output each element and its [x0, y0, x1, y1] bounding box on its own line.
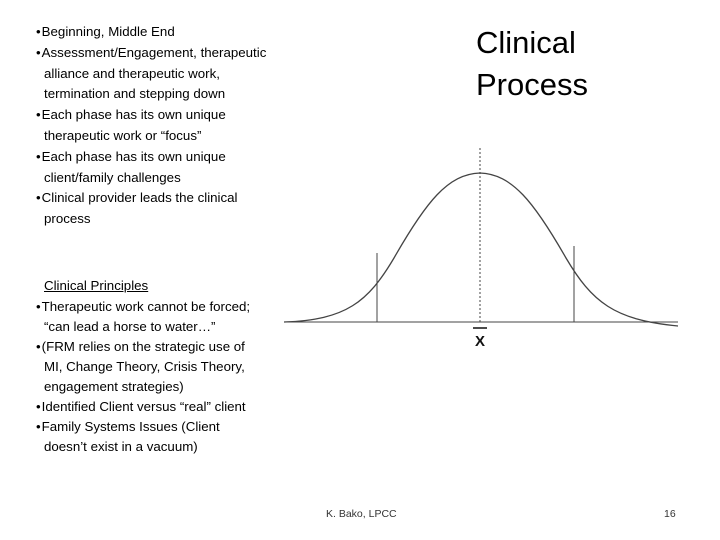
page-number: 16: [664, 508, 676, 520]
bullet-item: • Therapeutic work cannot be forced; “can lead a horse to water…”: [36, 297, 266, 337]
bullet-item: • Assessment/Engagement, therapeutic alliance and therapeutic work, termination and stepping down: [36, 43, 276, 105]
process-bullet-list: [36, 22, 276, 230]
x-label: X: [474, 333, 486, 350]
bullet-item: • Beginning, Middle End: [36, 22, 276, 43]
slide-title: Clinical Process: [476, 25, 588, 102]
bell-curve-line: [284, 173, 678, 326]
principles-bullet-list: [36, 297, 266, 457]
bell-curve-diagram: [276, 140, 696, 360]
bell-curve-svg: [276, 140, 696, 360]
bullet-item: • Each phase has its own unique client/family challenges: [36, 147, 276, 189]
bullet-item: • Clinical provider leads the clinical process: [36, 188, 276, 230]
bullet-item: • Family Systems Issues (Client doesn’t exist in a vacuum): [36, 417, 266, 457]
bullet-item: • Identified Client versus “real” client: [36, 397, 266, 417]
bullet-item: • (FRM relies on the strategic use of MI, Change Theory, Crisis Theory, engagement strategies): [36, 337, 266, 397]
footer-author: K. Bako, LPCC: [326, 508, 397, 520]
principles-heading: Clinical Principles: [44, 278, 149, 293]
bullet-item: • Each phase has its own unique therapeutic work or “focus”: [36, 105, 276, 147]
